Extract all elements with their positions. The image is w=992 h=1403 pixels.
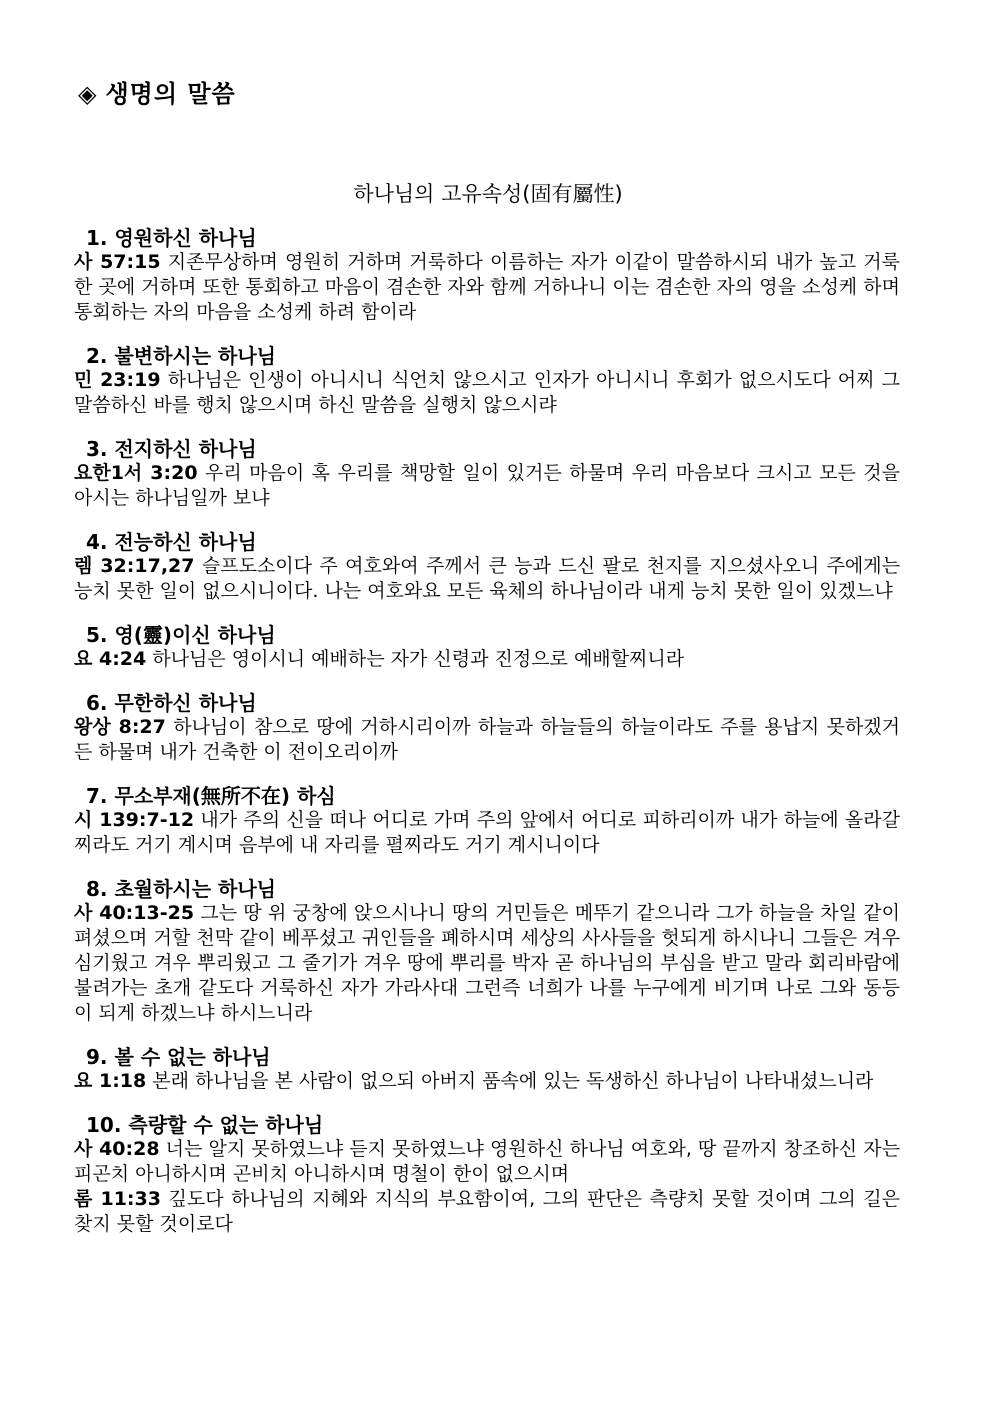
section-header xyxy=(78,74,236,109)
attribute-heading: 2. 불변하시는 하나님 xyxy=(86,344,276,368)
attribute-section xyxy=(74,437,900,511)
verse-text: 지존무상하며 영원히 거하며 거룩하다 이름하는 자가 이같이 말씀하시되 내가 높고 거룩한 곳에 거하며 또한 통회하고 마음이 겸손한 자와 함께 거하나니 이는 겸손한 자의 영을 소성케 하며 통회하는 자의 마음을 소성케 하려 함이라 xyxy=(74,251,900,323)
scripture-verse xyxy=(74,1137,900,1187)
attribute-section xyxy=(74,344,900,418)
verse-text: 깊도다 하나님의 지혜와 지식의 부요함이여, 그의 판단은 측량치 못할 것이며 그의 길은 찾지 못할 것이로다 xyxy=(74,1188,901,1235)
attribute-section xyxy=(74,877,900,1026)
scripture-verse xyxy=(74,808,900,858)
attribute-heading: 10. 측량할 수 없는 하나님 xyxy=(86,1113,324,1137)
attribute-section xyxy=(74,226,900,325)
scripture-verse xyxy=(74,250,900,325)
attribute-section xyxy=(74,1045,900,1094)
attribute-heading: 7. 무소부재(無所不在) 하심 xyxy=(86,784,336,808)
scripture-verse xyxy=(74,554,900,604)
scripture-verse xyxy=(74,1069,900,1094)
attribute-section xyxy=(74,784,900,858)
verse-reference: 사 40:28 xyxy=(74,1138,160,1160)
attribute-heading: 5. 영(靈)이신 하나님 xyxy=(86,623,276,647)
scripture-verse xyxy=(74,1187,900,1237)
verse-reference: 시 139:7-12 xyxy=(74,809,195,831)
verse-reference: 요한1서 3:20 xyxy=(74,462,198,484)
verse-text: 우리 마음이 혹 우리를 책망할 일이 있거든 하물며 우리 마음보다 크시고 모든 것을 아시는 하나님일까 보냐 xyxy=(74,462,900,509)
attribute-heading: 3. 전지하신 하나님 xyxy=(86,437,257,461)
verse-text: 하나님은 영이시니 예배하는 자가 신령과 진정으로 예배할찌니라 xyxy=(146,648,685,670)
verse-reference: 사 57:15 xyxy=(74,251,161,273)
verse-text: 슬프도소이다 주 여호와여 주께서 큰 능과 드신 팔로 천지를 지으셨사오니 주에게는 능치 못한 일이 없으시니이다. 나는 여호와요 모든 육체의 하나님이라 내게 능치 못한 일이 있겠느냐 xyxy=(74,555,900,602)
verse-reference: 민 23:19 xyxy=(74,369,161,391)
verse-reference: 롬 11:33 xyxy=(74,1188,161,1210)
document-title: 하나님의 고유속성(固有屬性) xyxy=(353,182,623,206)
diamond-bullet-icon: ◈ xyxy=(78,79,98,108)
verse-reference: 왕상 8:27 xyxy=(74,716,166,738)
verse-reference: 요 1:18 xyxy=(74,1070,147,1092)
verse-text: 내가 주의 신을 떠나 어디로 가며 주의 앞에서 어디로 피하리이까 내가 하늘에 올라갈찌라도 거기 계시며 음부에 내 자리를 펼찌라도 거기 계시니이다 xyxy=(74,809,900,856)
attribute-heading: 9. 볼 수 없는 하나님 xyxy=(86,1045,271,1069)
verse-reference: 사 40:13-25 xyxy=(74,902,195,924)
verse-text: 하나님은 인생이 아니시니 식언치 않으시고 인자가 아니시니 후회가 없으시도다 어찌 그 말씀하신 바를 행치 않으시며 하신 말씀을 실행치 않으시랴 xyxy=(74,369,900,416)
attribute-section xyxy=(74,1113,900,1237)
attribute-section xyxy=(74,691,900,765)
scripture-verse xyxy=(74,647,900,672)
verse-text: 하나님이 참으로 땅에 거하시리이까 하늘과 하늘들의 하늘이라도 주를 용납지 못하겠거든 하물며 내가 건축한 이 전이오리이까 xyxy=(74,716,900,763)
scripture-verse xyxy=(74,901,900,1026)
attribute-list xyxy=(74,226,900,1256)
attribute-heading: 1. 영원하신 하나님 xyxy=(86,226,257,250)
verse-text: 너는 알지 못하였느냐 듣지 못하였느냐 영원하신 하나님 여호와, 땅 끝까지 창조하신 자는 피곤치 아니하시며 곤비치 아니하시며 명철이 한이 없으시며 xyxy=(74,1138,900,1185)
attribute-section xyxy=(74,623,900,672)
scripture-verse xyxy=(74,715,900,765)
attribute-heading: 8. 초월하시는 하나님 xyxy=(86,877,276,901)
verse-text: 그는 땅 위 궁창에 앉으시나니 땅의 거민들은 메뚜기 같으니라 그가 하늘을 차일 같이 펴셨으며 거할 천막 같이 베푸셨고 귀인들을 폐하시며 세상의 사사들을 헛되게 하시나니 그들은 겨우 심기웠고 겨우 뿌리웠고 그 줄기가 겨우 땅에 뿌리를 박자 곧 하나님의 부심을 받고 말라 회리바람에 불려가는 초개 같도다 거룩하신 자가 가라사대 그런즉 너희가 나를 누구에게 비기며 나로 그와 동등이 되게 하겠느냐 하시느니라 xyxy=(74,902,900,1024)
scripture-verse xyxy=(74,368,900,418)
attribute-heading: 4. 전능하신 하나님 xyxy=(86,530,257,554)
attribute-section xyxy=(74,530,900,604)
verse-text: 본래 하나님을 본 사람이 없으되 아버지 품속에 있는 독생하신 하나님이 나타내셨느니라 xyxy=(146,1070,874,1092)
scripture-verse xyxy=(74,461,900,511)
verse-reference: 요 4:24 xyxy=(74,648,147,670)
verse-reference: 렘 32:17,27 xyxy=(74,555,195,577)
header-label: 생명의 말씀 xyxy=(105,79,236,108)
attribute-heading: 6. 무한하신 하나님 xyxy=(86,691,257,715)
